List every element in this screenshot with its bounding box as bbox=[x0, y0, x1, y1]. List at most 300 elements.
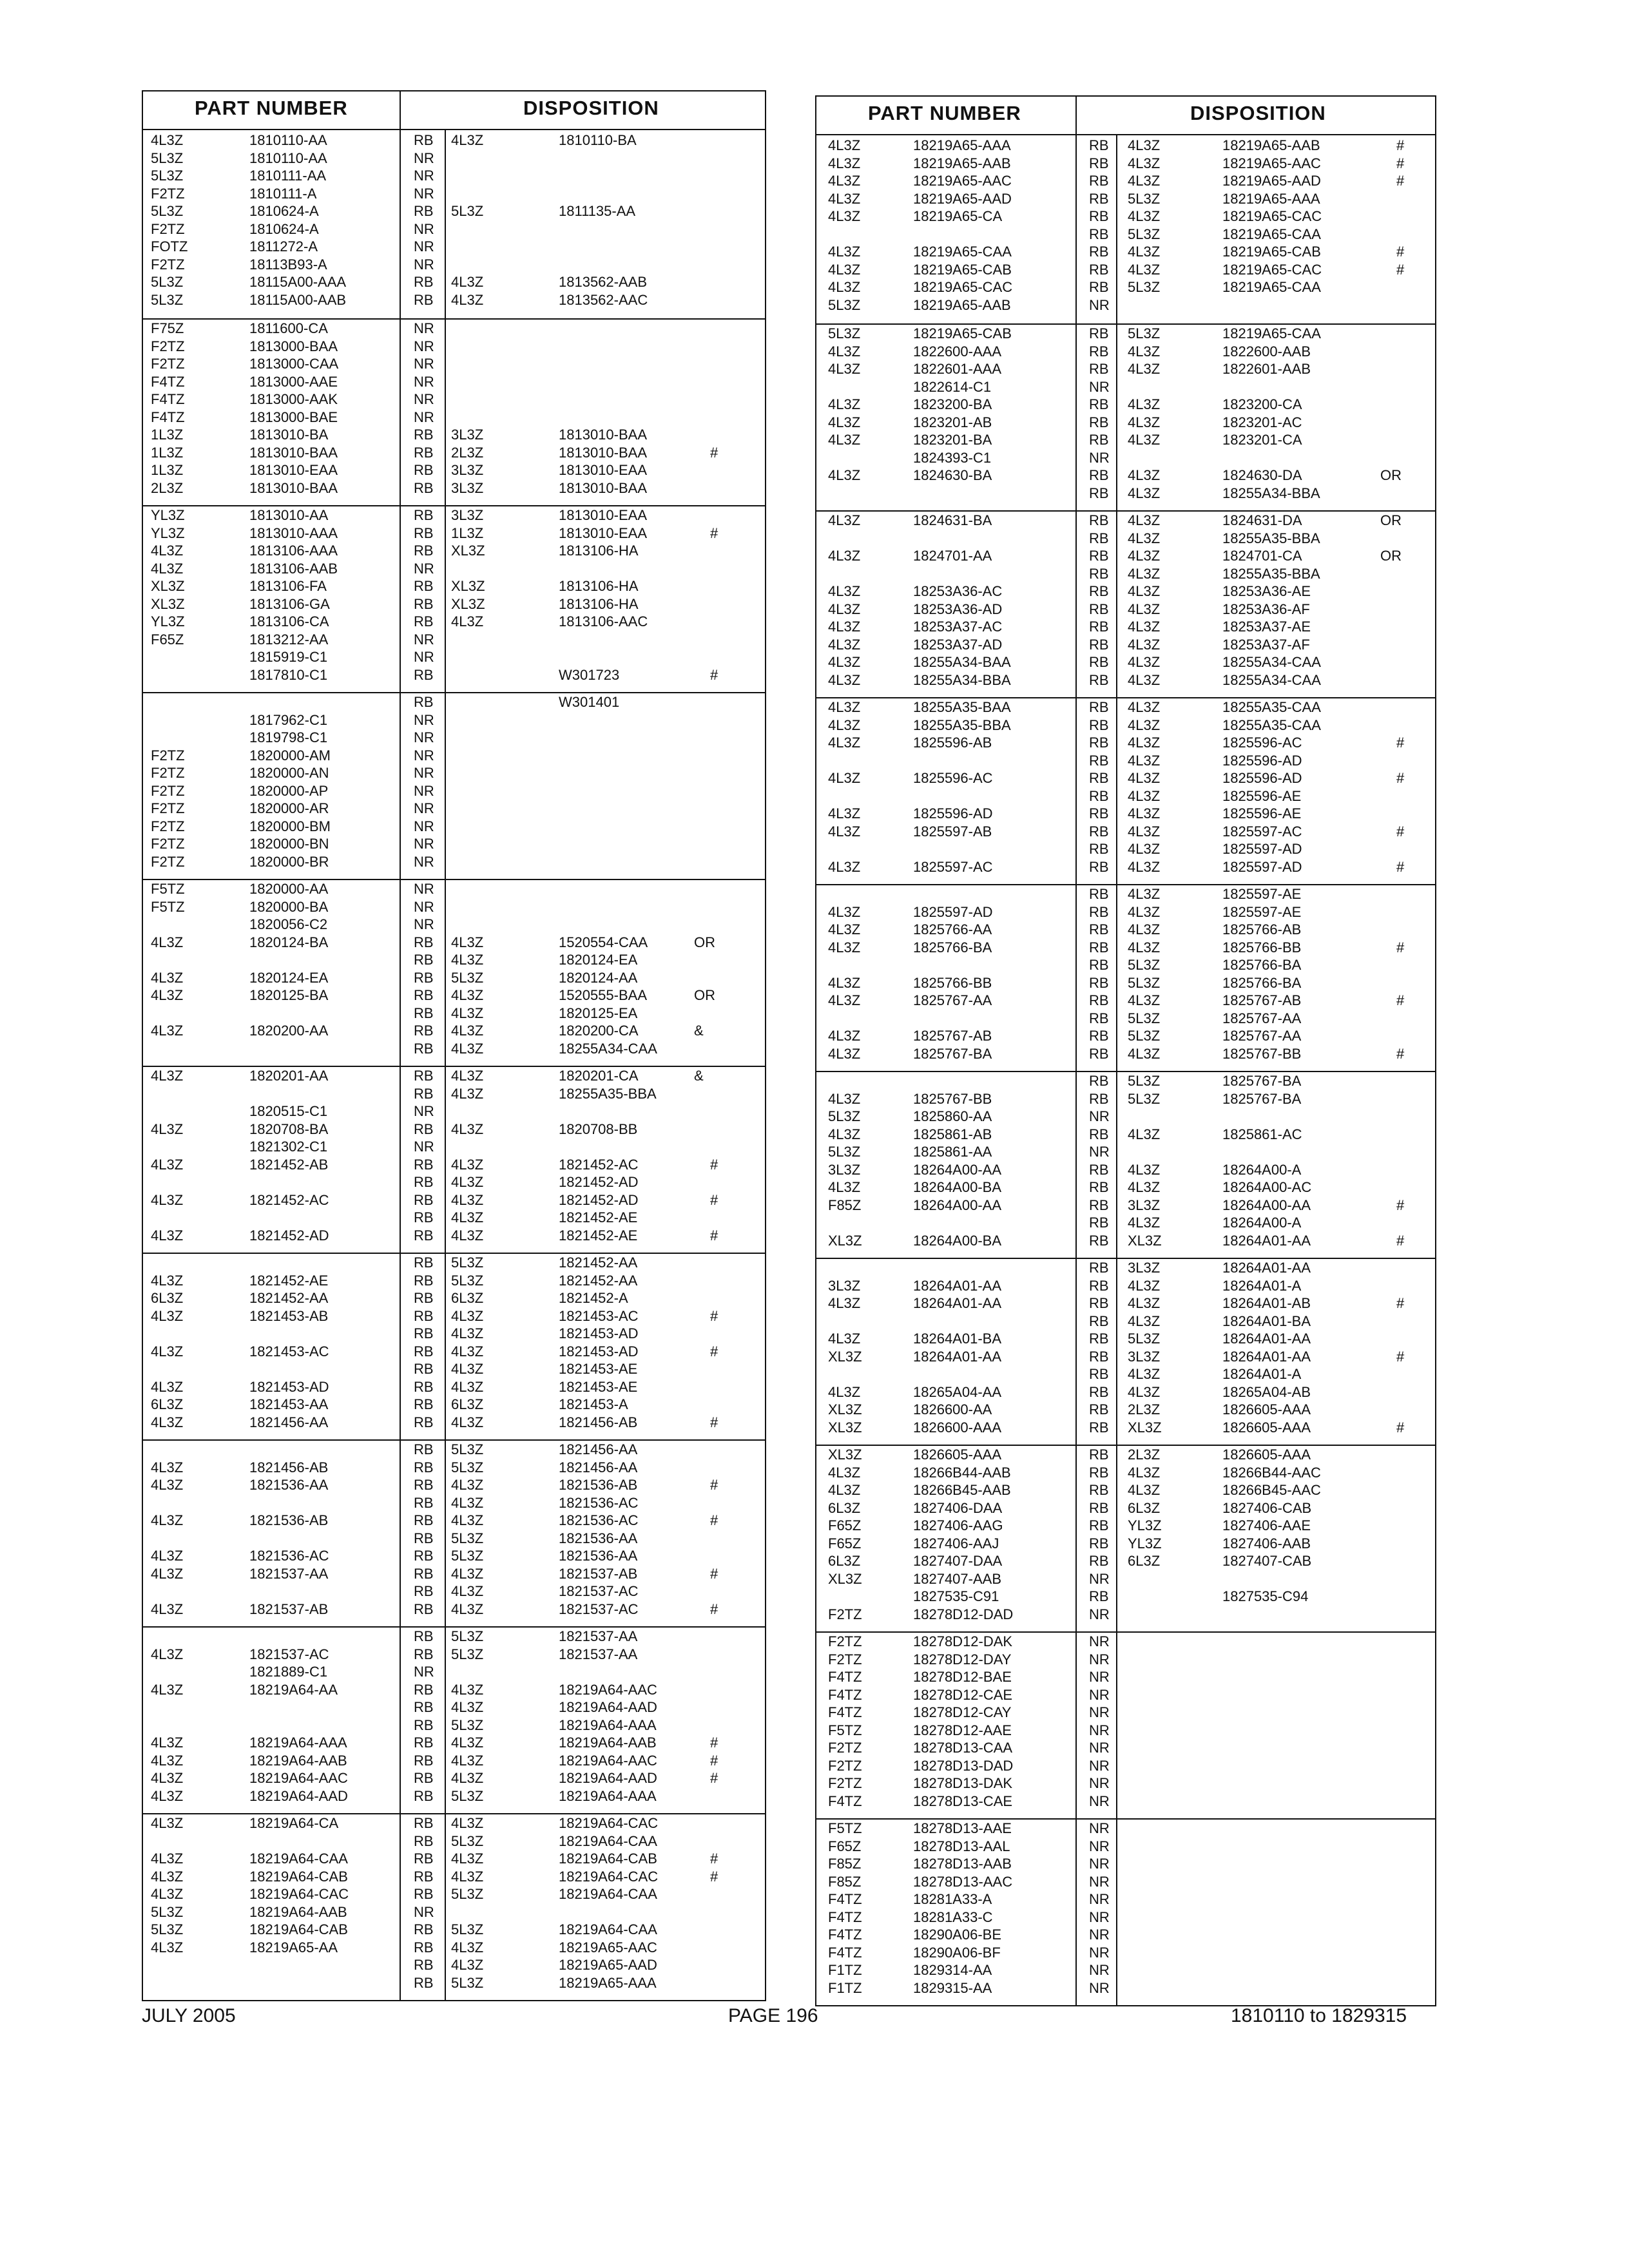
replacement-part-cell: 1825766-AB bbox=[1222, 921, 1302, 937]
part-number-cell: 1825597-AB bbox=[913, 823, 992, 840]
replacement-part-cell: 1825596-AE bbox=[1222, 787, 1302, 804]
replacement-part-cell: 1823201-AC bbox=[1222, 414, 1302, 430]
part-number-cell: 1813010-EAA bbox=[249, 462, 338, 478]
prefix-cell: F2TZ bbox=[828, 1740, 862, 1756]
part-number-cell: 1820000-AA bbox=[249, 881, 329, 897]
prefix-cell: 6L3Z bbox=[151, 1290, 184, 1306]
table-row bbox=[816, 485, 1435, 503]
code-cell: RB bbox=[1089, 173, 1109, 189]
note-cell: # bbox=[1396, 1295, 1405, 1311]
right-parts-table bbox=[815, 95, 1436, 2006]
code-cell: RB bbox=[414, 1459, 434, 1475]
part-number-cell: 18219A64-AAD bbox=[249, 1787, 348, 1804]
replacement-part-cell: 18264A00-AC bbox=[1222, 1179, 1312, 1195]
part-number-cell: 18219A65-AAD bbox=[913, 190, 1012, 207]
code-cell: RB bbox=[414, 1548, 434, 1564]
table-row bbox=[816, 1312, 1435, 1331]
replacement-part-cell: 1826605-AAA bbox=[1222, 1401, 1311, 1418]
prefix-cell: 4L3Z bbox=[151, 1681, 184, 1698]
replacement-part-cell: 1825767-AB bbox=[1222, 992, 1302, 1008]
code-cell: RB bbox=[1089, 226, 1109, 242]
part-number-cell: 1820000-BM bbox=[249, 818, 331, 834]
table-row bbox=[143, 479, 765, 497]
replacement-part-cell: 18255A34-BBA bbox=[1222, 485, 1320, 501]
part-number-cell: 18255A34-BBA bbox=[913, 671, 1011, 688]
table-row bbox=[143, 818, 765, 836]
table-row bbox=[143, 1681, 765, 1699]
part-number-cell: 1820200-AA bbox=[249, 1023, 329, 1039]
prefix-cell: 4L3Z bbox=[828, 654, 861, 670]
prefix-cell: 4L3Z bbox=[828, 279, 861, 295]
table-row bbox=[143, 444, 765, 462]
part-number-cell: 1821453-AD bbox=[249, 1378, 329, 1395]
replacement-part-cell: 1821452-AD bbox=[559, 1174, 639, 1190]
replacement-prefix-cell: 4L3Z bbox=[1128, 787, 1161, 804]
part-number-cell: 18278D12-BAE bbox=[913, 1669, 1012, 1685]
replacement-prefix-cell: 4L3Z bbox=[1128, 903, 1161, 920]
part-number-cell: 1821536-AB bbox=[249, 1512, 329, 1528]
prefix-cell: F2TZ bbox=[151, 338, 185, 354]
note-cell: # bbox=[710, 1512, 718, 1528]
replacement-prefix-cell: 4L3Z bbox=[451, 1174, 484, 1190]
table-group bbox=[816, 1071, 1435, 1249]
replacement-part-cell: 18219A65-AAD bbox=[559, 1957, 657, 1973]
replacement-part-cell: 1825767-AA bbox=[1222, 1028, 1302, 1044]
prefix-cell: 4L3Z bbox=[828, 190, 861, 207]
replacement-part-cell: 1813106-HA bbox=[559, 595, 639, 612]
code-cell: RB bbox=[414, 1565, 434, 1582]
replacement-part-cell: 1821453-AC bbox=[559, 1307, 639, 1324]
replacement-prefix-cell: 3L3Z bbox=[1128, 1260, 1161, 1276]
code-cell: NR bbox=[1089, 1651, 1110, 1667]
part-number-cell: 1825861-AB bbox=[913, 1126, 992, 1142]
note-cell: # bbox=[1396, 770, 1405, 786]
code-cell: RB bbox=[414, 1396, 434, 1412]
replacement-prefix-cell: YL3Z bbox=[1128, 1535, 1162, 1552]
replacement-part-cell: 18264A01-BA bbox=[1222, 1312, 1311, 1329]
table-row bbox=[816, 1588, 1435, 1606]
replacement-prefix-cell: 4L3Z bbox=[1128, 939, 1161, 956]
replacement-prefix-cell: 4L3Z bbox=[1128, 485, 1161, 501]
part-number-cell: 18113B93-A bbox=[249, 256, 327, 273]
prefix-cell: 4L3Z bbox=[828, 823, 861, 840]
part-number-cell: 1821452-AB bbox=[249, 1156, 329, 1173]
code-cell: RB bbox=[414, 1414, 434, 1430]
note-cell: # bbox=[1396, 823, 1405, 840]
replacement-prefix-cell: 5L3Z bbox=[1128, 1010, 1161, 1026]
table-group bbox=[816, 137, 1435, 314]
prefix-cell: 1L3Z bbox=[151, 462, 184, 478]
prefix-cell: 4L3Z bbox=[151, 1850, 184, 1867]
replacement-prefix-cell: XL3Z bbox=[451, 595, 485, 612]
part-number-cell: 1813010-BA bbox=[249, 427, 329, 443]
replacement-prefix-cell: 4L3Z bbox=[451, 1868, 484, 1885]
table-row bbox=[816, 1774, 1435, 1792]
code-cell: NR bbox=[414, 649, 434, 665]
part-number-cell: 1821452-AC bbox=[249, 1191, 329, 1208]
code-cell: NR bbox=[1089, 1962, 1110, 1978]
replacement-prefix-cell: 5L3Z bbox=[1128, 226, 1161, 242]
replacement-part-cell: 1827406-AAB bbox=[1222, 1535, 1311, 1552]
replacement-part-cell: 1822601-AAB bbox=[1222, 361, 1311, 377]
part-number-cell: 1821453-AB bbox=[249, 1307, 329, 1324]
part-number-cell: 1813106-AAB bbox=[249, 560, 338, 577]
replacement-prefix-cell: 5L3Z bbox=[1128, 974, 1161, 991]
table-row bbox=[143, 1547, 765, 1565]
code-cell: RB bbox=[414, 1921, 434, 1937]
part-number-cell: 18255A34-BAA bbox=[913, 654, 1011, 670]
code-cell: NR bbox=[1089, 1570, 1110, 1587]
part-number-cell: 1821537-AB bbox=[249, 1600, 329, 1617]
table-row bbox=[816, 1126, 1435, 1144]
replacement-prefix-cell: 5L3Z bbox=[451, 1787, 484, 1804]
replacement-prefix-cell: 4L3Z bbox=[1128, 565, 1161, 582]
part-number-cell: 1827407-DAA bbox=[913, 1553, 1003, 1569]
table-row bbox=[143, 1476, 765, 1494]
part-number-cell: 1820000-BR bbox=[249, 853, 329, 870]
table-row bbox=[816, 1045, 1435, 1063]
code-cell: RB bbox=[414, 969, 434, 986]
table-row bbox=[143, 506, 765, 524]
code-cell: NR bbox=[1089, 1704, 1110, 1720]
replacement-prefix-cell: 4L3Z bbox=[451, 934, 484, 950]
table-row bbox=[143, 1004, 765, 1023]
code-cell: RB bbox=[1089, 1215, 1109, 1231]
note-cell: # bbox=[1396, 1348, 1405, 1365]
table-group bbox=[143, 692, 765, 870]
part-number-cell: 18278D12-DAD bbox=[913, 1606, 1014, 1622]
prefix-cell: 4L3Z bbox=[151, 560, 184, 577]
part-number-cell: 1813212-AA bbox=[249, 631, 329, 648]
code-cell: RB bbox=[1089, 244, 1109, 260]
prefix-cell: 5L3Z bbox=[828, 296, 861, 313]
note-cell: & bbox=[694, 1068, 704, 1084]
code-cell: NR bbox=[414, 881, 434, 897]
code-cell: RB bbox=[1089, 432, 1109, 448]
part-number-cell: 1820000-AM bbox=[249, 747, 331, 764]
code-cell: RB bbox=[414, 1040, 434, 1057]
code-cell: RB bbox=[414, 1227, 434, 1244]
part-number-cell: 18219A64-AAC bbox=[249, 1770, 348, 1786]
prefix-cell: 4L3Z bbox=[151, 987, 184, 1003]
prefix-cell: 4L3Z bbox=[151, 1378, 184, 1395]
table-row bbox=[816, 1464, 1435, 1482]
part-number-cell: 18219A64-CAA bbox=[249, 1850, 348, 1867]
replacement-part-cell: 18219A65-CAC bbox=[1222, 208, 1322, 224]
table-row bbox=[143, 542, 765, 560]
replacement-prefix-cell: 4L3Z bbox=[451, 952, 484, 968]
replacement-part-cell: 1821452-AA bbox=[559, 1272, 638, 1289]
part-number-cell: 18264A01-BA bbox=[913, 1331, 1001, 1347]
code-cell: NR bbox=[1089, 1775, 1110, 1791]
table-group bbox=[816, 510, 1435, 689]
part-number-cell: 1811600-CA bbox=[249, 320, 328, 336]
replacement-prefix-cell: 4L3Z bbox=[451, 1156, 484, 1173]
table-row bbox=[143, 1414, 765, 1432]
table-row bbox=[143, 1850, 765, 1868]
prefix-cell: 4L3Z bbox=[151, 132, 184, 148]
part-number-cell: 1821537-AC bbox=[249, 1646, 329, 1662]
code-cell: NR bbox=[414, 898, 434, 915]
replacement-part-cell: 1825861-AC bbox=[1222, 1126, 1302, 1142]
replacement-prefix-cell: 4L3Z bbox=[451, 1494, 484, 1511]
table-row bbox=[816, 1739, 1435, 1757]
code-cell: NR bbox=[1089, 1979, 1110, 1996]
replacement-prefix-cell: 4L3Z bbox=[1128, 886, 1161, 902]
prefix-cell: 4L3Z bbox=[151, 1565, 184, 1582]
code-cell: RB bbox=[414, 1600, 434, 1617]
replacement-prefix-cell: 4L3Z bbox=[1128, 583, 1161, 599]
code-cell: NR bbox=[414, 1139, 434, 1155]
part-number-cell: 1813106-AAA bbox=[249, 543, 338, 559]
replacement-prefix-cell: 4L3Z bbox=[1128, 823, 1161, 840]
prefix-cell: 4L3Z bbox=[828, 1295, 861, 1311]
code-cell: NR bbox=[1089, 1820, 1110, 1836]
code-cell: RB bbox=[1089, 1090, 1109, 1107]
replacement-part-cell: 18264A01-AA bbox=[1222, 1260, 1311, 1276]
table-row bbox=[143, 1102, 765, 1120]
table-row bbox=[143, 1530, 765, 1548]
replacement-part-cell: 1821453-AE bbox=[559, 1378, 638, 1395]
part-number-cell: 1817810-C1 bbox=[249, 666, 328, 683]
code-cell: NR bbox=[1089, 378, 1110, 395]
table-row bbox=[143, 1396, 765, 1414]
code-cell: RB bbox=[1089, 325, 1109, 341]
note-cell: # bbox=[1396, 992, 1405, 1008]
code-cell: RB bbox=[1089, 1383, 1109, 1400]
table-row bbox=[816, 1090, 1435, 1108]
prefix-cell: YL3Z bbox=[151, 613, 185, 629]
replacement-prefix-cell: 5L3Z bbox=[1128, 1331, 1161, 1347]
replacement-part-cell: 1825596-AD bbox=[1222, 752, 1302, 769]
table-group bbox=[143, 879, 765, 1057]
table-row bbox=[143, 1459, 765, 1477]
replacement-part-cell: 1821452-AE bbox=[559, 1209, 638, 1225]
replacement-part-cell: 1825767-BA bbox=[1222, 1073, 1302, 1089]
prefix-cell: F2TZ bbox=[151, 185, 185, 202]
code-cell: RB bbox=[1089, 992, 1109, 1008]
prefix-cell: XL3Z bbox=[828, 1401, 862, 1418]
part-number-cell: 1827406-AAJ bbox=[913, 1535, 999, 1552]
table-row bbox=[143, 1646, 765, 1664]
table-row bbox=[816, 137, 1435, 155]
part-number-cell: 18278D13-AAE bbox=[913, 1820, 1012, 1836]
table-row bbox=[816, 565, 1435, 583]
table-row bbox=[143, 1921, 765, 1939]
table-row bbox=[143, 782, 765, 800]
code-cell: NR bbox=[1089, 296, 1110, 313]
note-cell: # bbox=[710, 1600, 718, 1617]
note-cell: # bbox=[710, 1850, 718, 1867]
prefix-cell: F5TZ bbox=[151, 881, 185, 897]
table-group bbox=[816, 697, 1435, 876]
part-number-cell: 1825767-BA bbox=[913, 1045, 992, 1062]
replacement-part-cell: 1813562-AAC bbox=[559, 291, 648, 308]
part-number-cell: 1829315-AA bbox=[913, 1979, 992, 1996]
replacement-prefix-cell: 4L3Z bbox=[1128, 467, 1161, 483]
code-cell: NR bbox=[414, 916, 434, 932]
table-row bbox=[143, 1832, 765, 1850]
code-cell: RB bbox=[1089, 343, 1109, 360]
code-cell: RB bbox=[414, 666, 434, 683]
table-row bbox=[143, 613, 765, 631]
replacement-part-cell: 18253A37-AE bbox=[1222, 619, 1311, 635]
table-row bbox=[143, 800, 765, 818]
part-number-cell: 1813000-AAE bbox=[249, 373, 338, 390]
code-cell: RB bbox=[414, 479, 434, 496]
code-cell: RB bbox=[414, 1290, 434, 1306]
part-number-cell: 1813000-AAK bbox=[249, 391, 338, 407]
table-row bbox=[143, 631, 765, 649]
code-cell: RB bbox=[1089, 699, 1109, 715]
replacement-part-cell: 18264A01-AA bbox=[1222, 1348, 1311, 1365]
table-row bbox=[143, 202, 765, 220]
replacement-part-cell: 1821537-AB bbox=[559, 1565, 638, 1582]
code-cell: RB bbox=[414, 1343, 434, 1360]
code-cell: RB bbox=[414, 1174, 434, 1190]
replacement-part-cell: W301401 bbox=[559, 694, 620, 710]
code-cell: RB bbox=[1089, 1464, 1109, 1481]
replacement-prefix-cell: 5L3Z bbox=[451, 1530, 484, 1546]
note-cell: # bbox=[710, 1868, 718, 1885]
part-number-cell: 1813106-CA bbox=[249, 613, 329, 629]
replacement-part-cell: 1821456-AA bbox=[559, 1441, 638, 1457]
prefix-cell: 5L3Z bbox=[151, 274, 184, 290]
prefix-cell: F4TZ bbox=[828, 1686, 862, 1703]
table-row bbox=[143, 1974, 765, 1992]
prefix-cell: F85Z bbox=[828, 1856, 862, 1872]
table-row bbox=[143, 560, 765, 578]
part-number-cell: 18264A01-AA bbox=[913, 1277, 1001, 1294]
part-number-cell: 18266B44-AAB bbox=[913, 1464, 1011, 1481]
part-number-cell: 18219A64-CA bbox=[249, 1815, 339, 1831]
replacement-part-cell: 1827535-C94 bbox=[1222, 1588, 1309, 1604]
table-row bbox=[816, 466, 1435, 485]
table-row bbox=[816, 1027, 1435, 1045]
table-row bbox=[143, 1173, 765, 1191]
table-row bbox=[816, 547, 1435, 565]
code-cell: RB bbox=[414, 694, 434, 710]
table-row bbox=[816, 296, 1435, 314]
code-cell: RB bbox=[1089, 1331, 1109, 1347]
replacement-part-cell: 18219A64-AAB bbox=[559, 1735, 657, 1751]
code-cell: NR bbox=[1089, 1944, 1110, 1961]
code-cell: RB bbox=[414, 291, 434, 308]
table-group bbox=[143, 1813, 765, 1992]
replacement-prefix-cell: 4L3Z bbox=[451, 1361, 484, 1377]
prefix-cell: 5L3Z bbox=[828, 325, 861, 341]
part-number-cell: 18278D12-DAY bbox=[913, 1651, 1012, 1667]
prefix-cell: F2TZ bbox=[828, 1633, 862, 1649]
part-number-cell: 18264A00-AA bbox=[913, 1196, 1001, 1213]
table-row bbox=[816, 1161, 1435, 1179]
prefix-cell: 4L3Z bbox=[151, 1787, 184, 1804]
table-row bbox=[816, 805, 1435, 823]
prefix-cell: F1TZ bbox=[828, 1962, 862, 1978]
part-number-cell: 18115A00-AAA bbox=[249, 274, 347, 290]
part-number-cell: 1822601-AAA bbox=[913, 361, 1001, 377]
code-cell: RB bbox=[1089, 396, 1109, 412]
note-cell: # bbox=[710, 1227, 718, 1244]
table-row bbox=[143, 764, 765, 782]
prefix-cell: 4L3Z bbox=[828, 992, 861, 1008]
prefix-cell: F4TZ bbox=[828, 1891, 862, 1907]
part-number-cell: 1813106-GA bbox=[249, 595, 330, 612]
table-row bbox=[143, 1734, 765, 1752]
code-cell: RB bbox=[414, 1699, 434, 1715]
replacement-prefix-cell: 5L3Z bbox=[451, 1441, 484, 1457]
replacement-part-cell: 18264A01-AA bbox=[1222, 1331, 1311, 1347]
replacement-prefix-cell: 4L3Z bbox=[1128, 1045, 1161, 1062]
part-number-cell: 1820124-EA bbox=[249, 969, 329, 986]
replacement-part-cell: 1821537-AA bbox=[559, 1628, 638, 1644]
prefix-cell: 1L3Z bbox=[151, 427, 184, 443]
table-row bbox=[143, 595, 765, 613]
code-cell: RB bbox=[414, 1068, 434, 1084]
part-number-cell: 1810624-A bbox=[249, 220, 319, 237]
prefix-cell: 4L3Z bbox=[828, 601, 861, 617]
replacement-prefix-cell: XL3Z bbox=[1128, 1419, 1162, 1436]
table-row bbox=[816, 1908, 1435, 1927]
replacement-part-cell: 18219A65-CAA bbox=[1222, 325, 1321, 341]
part-number-cell: 1825766-BA bbox=[913, 939, 992, 956]
part-number-cell: 1825597-AC bbox=[913, 858, 993, 875]
table-row bbox=[816, 1838, 1435, 1856]
replacement-prefix-cell: 5L3Z bbox=[1128, 325, 1161, 341]
replacement-part-cell: 18219A65-CAA bbox=[1222, 226, 1321, 242]
table-row bbox=[143, 1600, 765, 1619]
code-cell: RB bbox=[414, 1307, 434, 1324]
code-cell: RB bbox=[414, 462, 434, 478]
prefix-cell: 4L3Z bbox=[151, 1023, 184, 1039]
table-row bbox=[816, 1961, 1435, 1979]
replacement-prefix-cell: 4L3Z bbox=[1128, 770, 1161, 786]
replacement-prefix-cell: 4L3Z bbox=[451, 613, 484, 629]
table-row bbox=[143, 1360, 765, 1378]
table-row bbox=[143, 1698, 765, 1716]
table-row bbox=[143, 951, 765, 969]
table-row bbox=[143, 1272, 765, 1290]
part-number-cell: 1813000-CAA bbox=[249, 356, 339, 372]
part-number-cell: 1820515-C1 bbox=[249, 1103, 328, 1119]
prefix-cell: 4L3Z bbox=[828, 467, 861, 483]
table-row bbox=[816, 431, 1435, 449]
table-row bbox=[816, 325, 1435, 343]
part-number-cell: 1826605-AAA bbox=[913, 1446, 1001, 1463]
replacement-prefix-cell: 4L3Z bbox=[451, 1939, 484, 1956]
replacement-prefix-cell: YL3Z bbox=[1128, 1517, 1162, 1533]
replacement-part-cell: 18219A65-CAC bbox=[1222, 261, 1322, 278]
part-number-cell: 18278D12-CAE bbox=[913, 1686, 1013, 1703]
replacement-part-cell: 1813010-EAA bbox=[559, 462, 647, 478]
note-cell: # bbox=[1396, 735, 1405, 751]
table-row bbox=[816, 974, 1435, 992]
table-row bbox=[816, 1517, 1435, 1535]
part-number-cell: 18255A35-BBA bbox=[913, 716, 1011, 733]
replacement-prefix-cell: 4L3Z bbox=[451, 1477, 484, 1493]
code-cell: RB bbox=[414, 1850, 434, 1867]
table-row bbox=[816, 582, 1435, 601]
code-cell: RB bbox=[414, 1004, 434, 1021]
replacement-prefix-cell: 4L3Z bbox=[1128, 261, 1161, 278]
table-row bbox=[816, 278, 1435, 296]
replacement-prefix-cell: 4L3Z bbox=[451, 1815, 484, 1831]
replacement-prefix-cell: 4L3Z bbox=[1128, 1161, 1161, 1178]
replacement-prefix-cell: 4L3Z bbox=[1128, 716, 1161, 733]
table-row bbox=[816, 716, 1435, 735]
code-cell: RB bbox=[1089, 1482, 1109, 1498]
table-row bbox=[143, 1903, 765, 1921]
